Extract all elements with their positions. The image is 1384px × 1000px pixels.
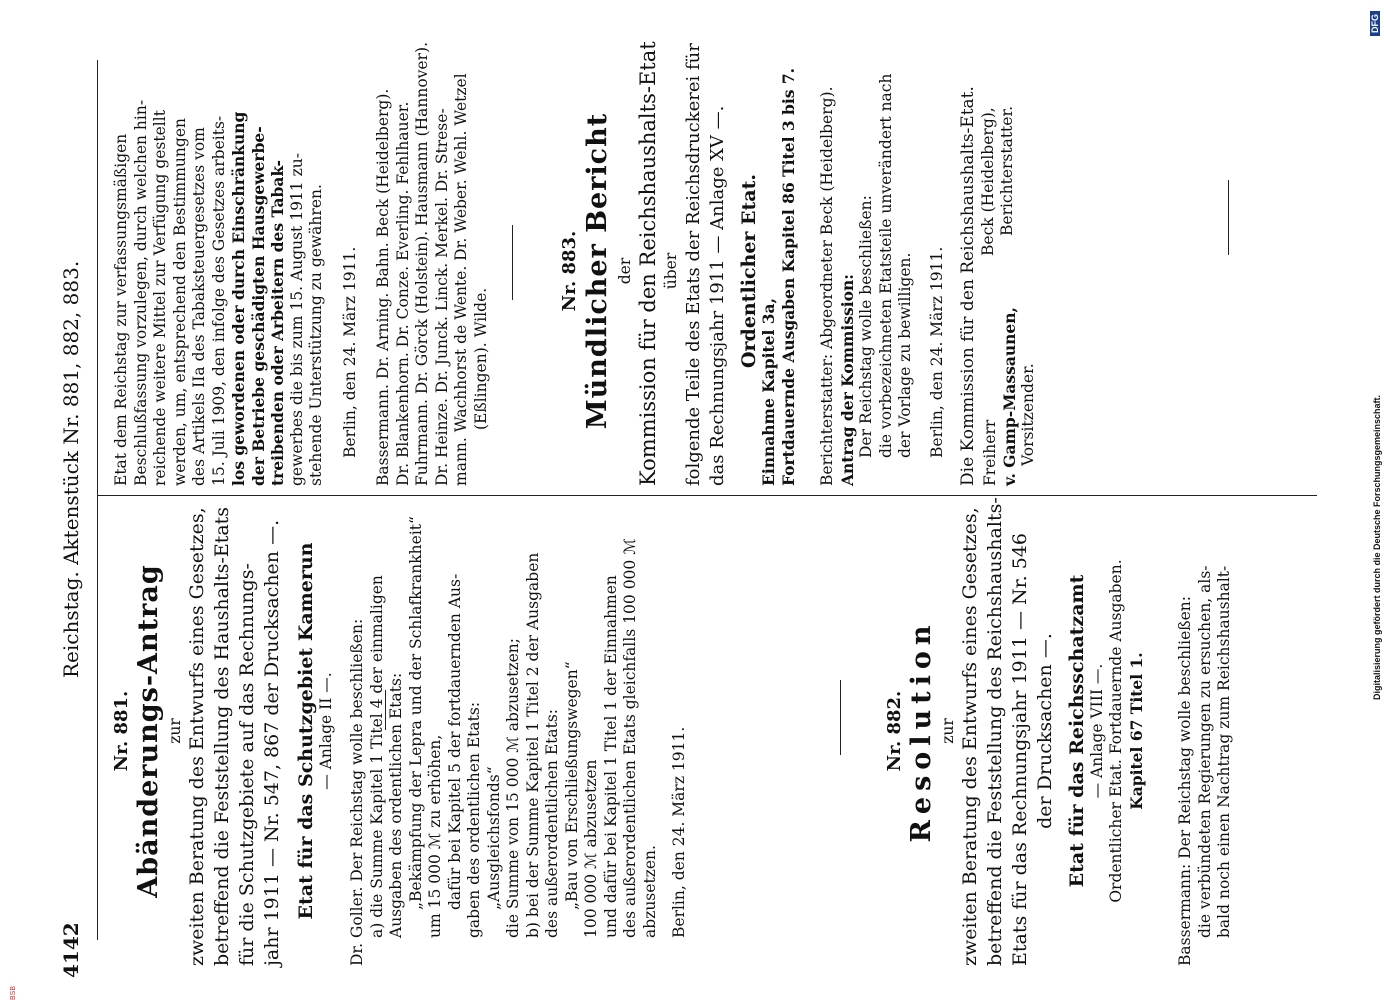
dfg-logo: DFG xyxy=(1370,11,1380,36)
rapporteur-line: Beck (Heidelberg), xyxy=(978,107,997,256)
motion-line: bald noch einen Nachtrag zum Reichshaushalt- xyxy=(1215,565,1233,938)
motion-line: gaben des ordentlichen Etats: xyxy=(465,701,483,938)
motion-line: des außerordentlichen Etats gleichfalls 100 000 ℳ xyxy=(621,538,639,938)
rapporteur-line: Berichterstatter. xyxy=(997,105,1016,236)
digitization-credit: Digitalisierung gefördert durch die Deutsche Forschungsgemeinschaft. xyxy=(1372,394,1382,700)
body-line: zweiten Beratung des Entwurfs eines Gesetzes, xyxy=(186,507,208,966)
chair-line: Vorsitzender. xyxy=(1018,363,1037,466)
date-line: Berlin, den 24. März 1911. xyxy=(670,726,688,938)
page-header xyxy=(59,48,83,978)
signer-line: Dr. Blankenhorn. Dr. Conze. Everling. Fehlhauer. xyxy=(393,101,412,486)
section-heading: Ordentlicher Etat. xyxy=(737,173,760,369)
bsb-mark: BSB xyxy=(10,985,17,1000)
chair-line: Freiherr xyxy=(980,419,999,486)
motion-line: „Bekämpfung der Lepra und der Schlafkrankheit“ xyxy=(406,516,425,910)
motion-line: um 15 000 ℳ zu erhöhen, xyxy=(426,734,444,938)
motion-line: die verbündeten Regierungen zu ersuchen, als- xyxy=(1195,565,1214,938)
zur-label: zur xyxy=(165,718,184,744)
signer-line: Fuhrmann. Dr. Görck (Holstein). Hausmann (Hannover). xyxy=(413,42,431,486)
cont-line: los gewordenen oder durch Einschränkung xyxy=(229,111,248,486)
cont-line: des Artikels IIa des Tabaksteuergesetzes vom xyxy=(190,127,208,486)
doc-number: Nr. 881. xyxy=(111,690,132,772)
doc-number: Nr. 883. xyxy=(559,230,580,312)
doc-883 xyxy=(559,41,1039,486)
doc-number: Nr. 882. xyxy=(884,690,905,772)
body-line: Etats für das Rechnungsjahr 1911 — Nr. 546 xyxy=(1009,533,1031,966)
body-line: jahr 1911 — Nr. 547, 867 der Drucksachen —. xyxy=(261,519,283,966)
motion-line: Bassermann: Der Reichstag wolle beschließen: xyxy=(1176,596,1194,966)
header-rule xyxy=(97,60,98,940)
cont-line: treibenden oder Arbeitern des Tabak- xyxy=(268,160,287,486)
etat-line: Einnahme Kapitel 3a, xyxy=(759,298,778,486)
running-title: Reichstag. Aktenstück Nr. 881, 882, 883. xyxy=(59,260,83,678)
doc-882-continued xyxy=(112,42,491,486)
commission-sign: Die Kommission für den Reichshaushalts-Etat. xyxy=(958,86,978,486)
body-line: folgende Teile des Etats der Reichsdruckerei für xyxy=(682,43,704,486)
body-line: das Rechnungsjahr 1911 — Anlage XV —. xyxy=(706,105,728,486)
anlage-label: — Anlage II —. xyxy=(316,672,335,790)
ueber-label: über xyxy=(662,252,680,290)
doc-882 xyxy=(885,496,1235,966)
page-number: 4142 xyxy=(59,922,83,978)
signer-line: mann. Wachhorst de Wente. Dr. Weber. Wehl. Wetzel xyxy=(452,73,470,486)
anlage-label: — Anlage VIII —. xyxy=(1087,663,1106,799)
motion-line: a) die Summe Kapitel 1 Titel 4 der einmaligen xyxy=(367,575,386,938)
etat-line: Kapitel 67 Titel 1. xyxy=(1126,652,1146,810)
date-line: Berlin, den 24. März 1911. xyxy=(927,246,946,458)
separator-883-end xyxy=(1228,180,1229,255)
motion-line: „Bau von Erschließungswegen“ xyxy=(562,661,581,910)
signer-line: (Eßlingen). Wilde. xyxy=(471,287,490,430)
body-line: betreffend die Feststellung des Haushalts-Etats xyxy=(211,506,233,966)
cont-line: der Betriebe geschädigten Hausgewerbe- xyxy=(248,126,268,486)
doc-881 xyxy=(112,496,690,966)
motion-line: b) bei der Summe Kapitel 1 Titel 2 der Ausgaben xyxy=(523,552,542,938)
chair-line: v. Gamp-Massaunen, xyxy=(999,307,1019,486)
etat-line: Ordentlicher Etat. Fortdauernde Ausgaben. xyxy=(1107,559,1125,903)
body-line: betreffend die Feststellung des Reichshaushalts- xyxy=(984,497,1006,966)
motion-line: die Summe von 15 000 ℳ abzusetzen; xyxy=(504,638,522,938)
body-line: für die Schutzgebiete auf das Rechnungs- xyxy=(236,563,258,966)
cont-line: 15. Juli 1909, den infolge des Gesetzes arbeits- xyxy=(209,115,228,486)
cont-line: werden, um, entsprechend den Bestimmungen xyxy=(170,118,189,486)
antrag-line: die vorbezeichneten Etatsteile unverändert nach xyxy=(876,73,895,458)
commission-line: Kommission für den Reichshaushalts-Etat xyxy=(636,41,660,486)
section-heading: Etat für das Reichsschatzamt xyxy=(1066,574,1088,888)
cont-line: gewerbes die bis zum 15. August 1911 zu- xyxy=(287,153,306,486)
doc-title: Mündlicher Bericht xyxy=(581,112,613,430)
motion-line: und dafür bei Kapitel 1 Titel 1 der Einnahmen xyxy=(601,575,620,938)
motion-line: 100 000 ℳ abzusetzen xyxy=(582,759,600,938)
section-heading: Etat für das Schutzgebiet Kamerun xyxy=(295,542,317,920)
motion-line: „Ausgleichsfonds“ xyxy=(484,766,503,910)
motion-line: Dr. Goller. Der Reichstag wolle beschließen: xyxy=(348,618,366,966)
motion-line: dafür bei Kapitel 5 der fortdauernden Aus- xyxy=(445,573,464,910)
separator-882-883 xyxy=(512,225,513,300)
etat-line: Fortdauernde Ausgaben Kapitel 86 Titel 3 bis 7. xyxy=(778,67,798,486)
cont-line: Beschlußfassung vorzulegen, durch welchen hin- xyxy=(131,99,150,486)
reporter-line: Berichterstatter: Abgeordneter Beck (Heidelberg). xyxy=(818,86,836,486)
antrag-line: der Vorlage zu bewilligen. xyxy=(896,252,914,458)
motion-line: abzusetzen. xyxy=(640,845,659,938)
motion-line: Ausgaben des ordentlichen Etats: xyxy=(387,672,405,938)
motion-line: des außerordentlichen Etats: xyxy=(543,708,561,938)
body-line: der Drucksachen —. xyxy=(1034,633,1056,829)
date-line: Berlin, den 24. März 1911. xyxy=(340,246,359,458)
cont-line: reichende weitere Mittel zur Verfügung gestellt xyxy=(151,110,169,486)
antrag-line: Der Reichstag wolle beschließen: xyxy=(857,195,875,458)
der-label: der xyxy=(615,257,634,285)
doc-title: Abänderungs-Antrag xyxy=(132,564,164,898)
signer-line: Bassermann. Dr. Arning. Bahn. Beck (Heidelberg). xyxy=(374,88,392,486)
doc-title: Resolution xyxy=(905,619,937,843)
cont-line: Etat dem Reichstag zur verfassungsmäßigen xyxy=(112,133,130,486)
body-line: zweiten Beratung des Entwurfs eines Gesetzes, xyxy=(959,507,981,966)
antrag-heading: Antrag der Kommission: xyxy=(837,274,857,486)
cont-line: stehende Unterstützung zu gewähren. xyxy=(307,184,325,486)
separator-881-882 xyxy=(840,680,841,755)
zur-label: zur xyxy=(938,718,957,744)
signer-line: Dr. Heinze. Dr. Junck. Linck. Merkel. Dr. Strese- xyxy=(432,108,451,486)
